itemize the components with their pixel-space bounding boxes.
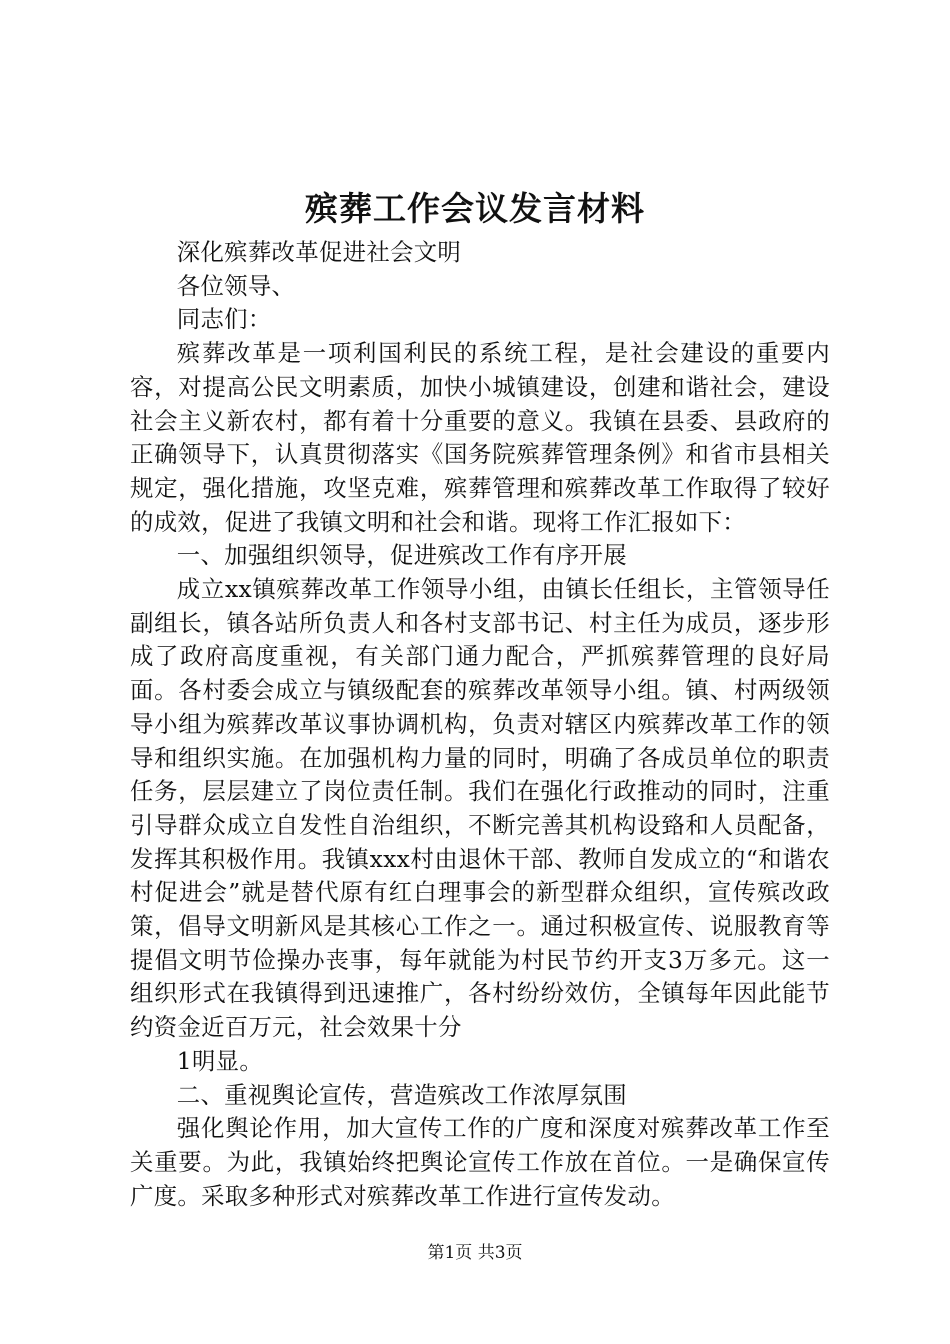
section-heading-1: 一、加强组织领导，促进殡改工作有序开展	[176, 541, 627, 570]
intro-paragraph: 殡葬改革是一项利国利民的系统工程，是社会建设的重要内容，对提高公民文明素质，加快小城镇建设，创建和谐社会，建设社会主义新农村，都有着十分重要的意义。我镇在县委、县政府的正确领导下，认真贯彻落实《国务院殡葬管理条例》和省市县相关规定，强化措施，攻坚克难，殡葬管理和殡葬改革工作取得了较好的成效，促进了我镇文明和社会和谐。现将工作汇报如下：	[130, 339, 830, 536]
section-2-paragraph: 强化舆论作用，加大宣传工作的广度和深度对殡葬改革工作至关重要。为此，我镇始终把舆论宣传工作放在首位。一是确保宣传广度。采取多种形式对殡葬改革工作进行宣传发动。	[130, 1114, 830, 1210]
section-1-paragraph: 成立xx镇殡葬改革工作领导小组，由镇长任组长，主管领导任副组长，镇各站所负责人和各村支部书记、村主任为成员，逐步形成了政府高度重视，有关部门通力配合，严抓殡葬管理的良好局面。各村委会成立与镇级配套的殡葬改革领导小组。镇、村两级领导小组为殡葬改革议事协调机构，负责对辖区内殡葬改革工作的领导和组织实施。在加强机构力量的同时，明确了各成员单位的职责任务，层层建立了岗位责任制。我们在强化行政推动的同时，注重引导群众成立自发性自治组织，不断完善其机构设臵和人员配备，发挥其积极作用。我镇xxx村由退休干部、教师自发成立的“和谐农村促进会”就是替代原有红白理事会的新型群众组织，宣传殡改政策，倡导文明新风是其核心工作之一。通过积极宣传、说服教育等提倡文明节俭操办丧事，每年就能为村民节约开支3万多元。这一组织形式在我镇得到迅速推广，各村纷纷效仿，全镇每年因此能节约资金近百万元，社会效果十分	[130, 575, 830, 1042]
subtitle-paragraph: 深化殡葬改革促进社会文明	[176, 238, 462, 266]
salutation-leaders: 各位领导、	[176, 271, 296, 300]
document-title: 殡葬工作会议发言材料	[305, 189, 645, 228]
section-heading-2: 二、重视舆论宣传，营造殡改工作浓厚氛围	[176, 1080, 627, 1109]
salutation-comrades: 同志们：	[176, 305, 272, 334]
continuation-paragraph: 1明显。	[176, 1046, 264, 1075]
page-footer: 第1页 共3页	[427, 1243, 523, 1263]
document-body	[130, 236, 830, 1213]
